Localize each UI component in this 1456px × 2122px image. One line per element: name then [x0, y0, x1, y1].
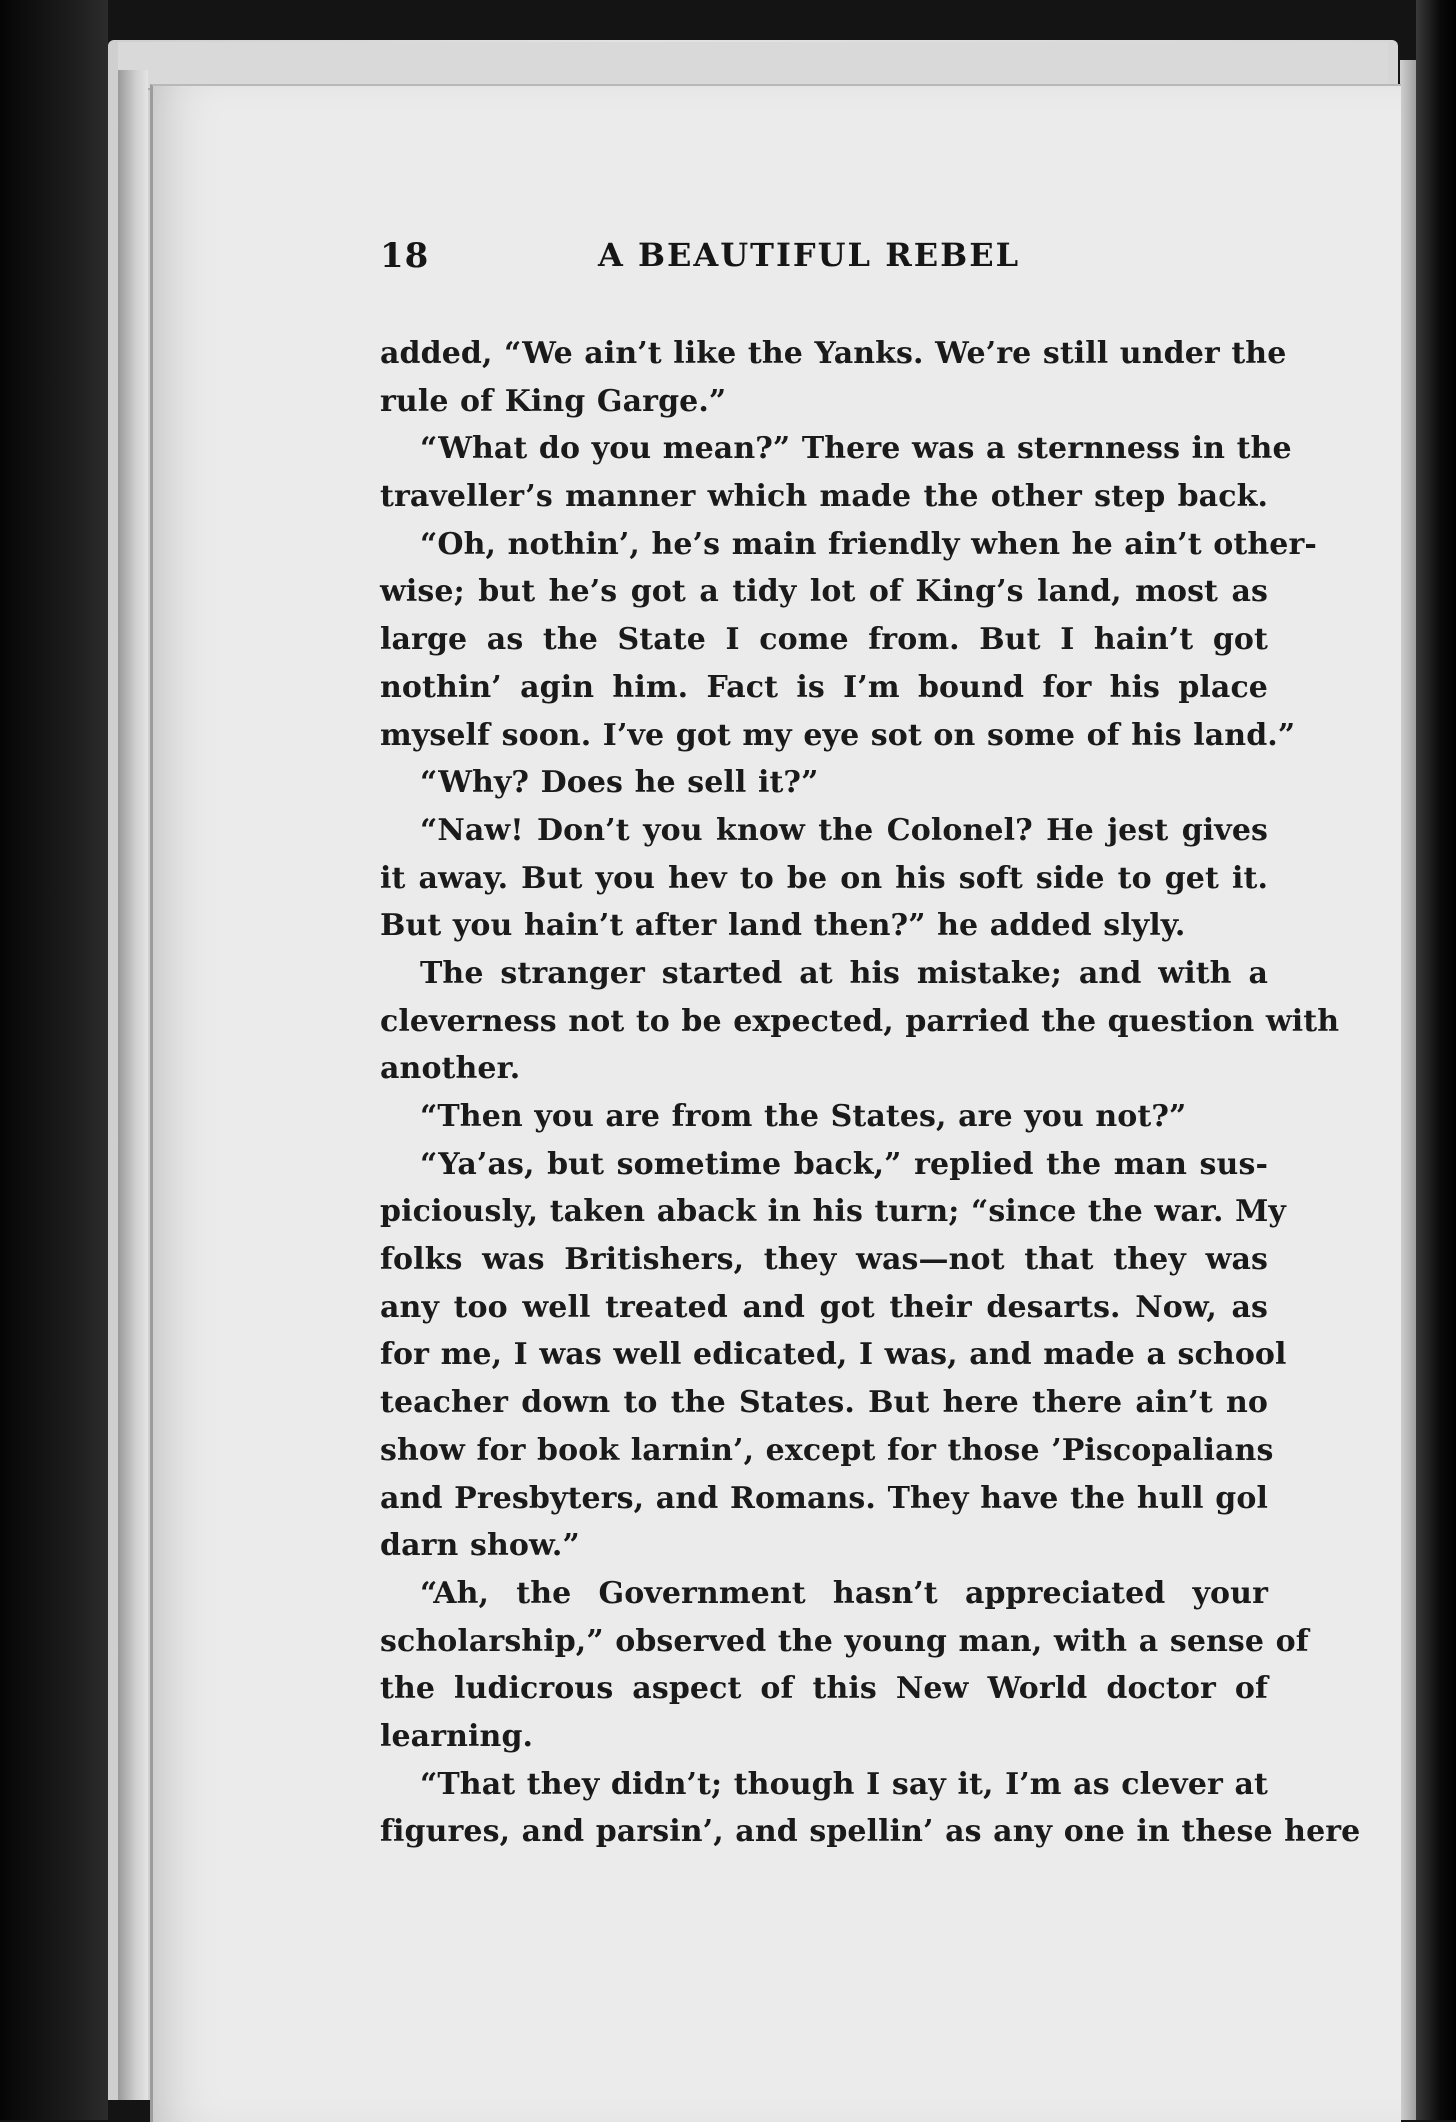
text-line: darn show.” — [380, 1528, 580, 1564]
text-line: But you hain’t after land then?” he added slyly. — [380, 908, 1186, 944]
text-line: added, “We ain’t like the Yanks. We’re still under the — [380, 336, 1287, 371]
text-line: wise; but he’s got a tidy lot of King’s land, most as — [380, 574, 1268, 610]
text-line: nothin’ agin him. Fact is I’m bound for his place — [380, 669, 1268, 705]
scan-right-border — [1416, 0, 1456, 2120]
text-line: “Ah, the Government hasn’t appreciated your — [420, 1575, 1268, 1611]
text-line: teacher down to the States. But here there ain’t no — [380, 1385, 1268, 1421]
text-line: The stranger started at his mistake; and with a — [420, 955, 1268, 991]
page-gutter-shadow — [118, 70, 148, 2100]
text-line: “Then you are from the States, are you not?” — [420, 1099, 1187, 1134]
text-line: “That they didn’t; though I say it, I’m as clever at — [420, 1766, 1268, 1802]
text-line: cleverness not to be expected, parried the question with — [380, 1003, 1340, 1039]
text-line: folks was Britishers, they was—not that they was — [380, 1242, 1268, 1278]
book-top-edge — [118, 42, 1388, 90]
text-line: it away. But you hev to be on his soft side to get it. — [380, 860, 1268, 896]
text-line: for me, I was well edicated, I was, and made a school — [380, 1337, 1287, 1373]
text-line: myself soon. I’ve got my eye sot on some of his land.” — [380, 717, 1296, 753]
text-line: “Ya’as, but sometime back,” replied the man sus- — [420, 1146, 1268, 1182]
text-line: “Oh, nothin’, he’s main friendly when he ain’t other- — [420, 526, 1317, 562]
text-line: figures, and parsin’, and spellin’ as any one in these here — [380, 1814, 1361, 1850]
text-line: large as the State I come from. But I hain’t got — [380, 622, 1268, 658]
page-number: 18 — [380, 236, 430, 276]
text-line: learning. — [380, 1718, 534, 1754]
text-line: another. — [380, 1051, 521, 1087]
text-line: the ludicrous aspect of this New World doctor of — [380, 1671, 1268, 1707]
running-title: A BEAUTIFUL REBEL — [598, 236, 1021, 274]
text-line: piciously, taken aback in his turn; “since the war. My — [380, 1194, 1286, 1230]
text-line: “Why? Does he sell it?” — [420, 765, 819, 801]
text-line: traveller’s manner which made the other step back. — [380, 479, 1268, 515]
text-line: “What do you mean?” There was a sternness in the — [420, 431, 1292, 467]
scan-left-border — [0, 0, 108, 2120]
text-line: scholarship,” observed the young man, with a sense of — [380, 1623, 1309, 1659]
text-line: show for book larnin’, except for those ’Piscopalians — [380, 1432, 1274, 1468]
text-line: “Naw! Don’t you know the Colonel? He jest gives — [420, 812, 1268, 848]
page-header — [380, 236, 1280, 296]
body-text — [380, 330, 1361, 1856]
text-line: any too well treated and got their desarts. Now, as — [380, 1289, 1268, 1325]
text-line: and Presbyters, and Romans. They have the hull gol — [380, 1480, 1268, 1516]
text-line: rule of King Garge.” — [380, 383, 727, 419]
